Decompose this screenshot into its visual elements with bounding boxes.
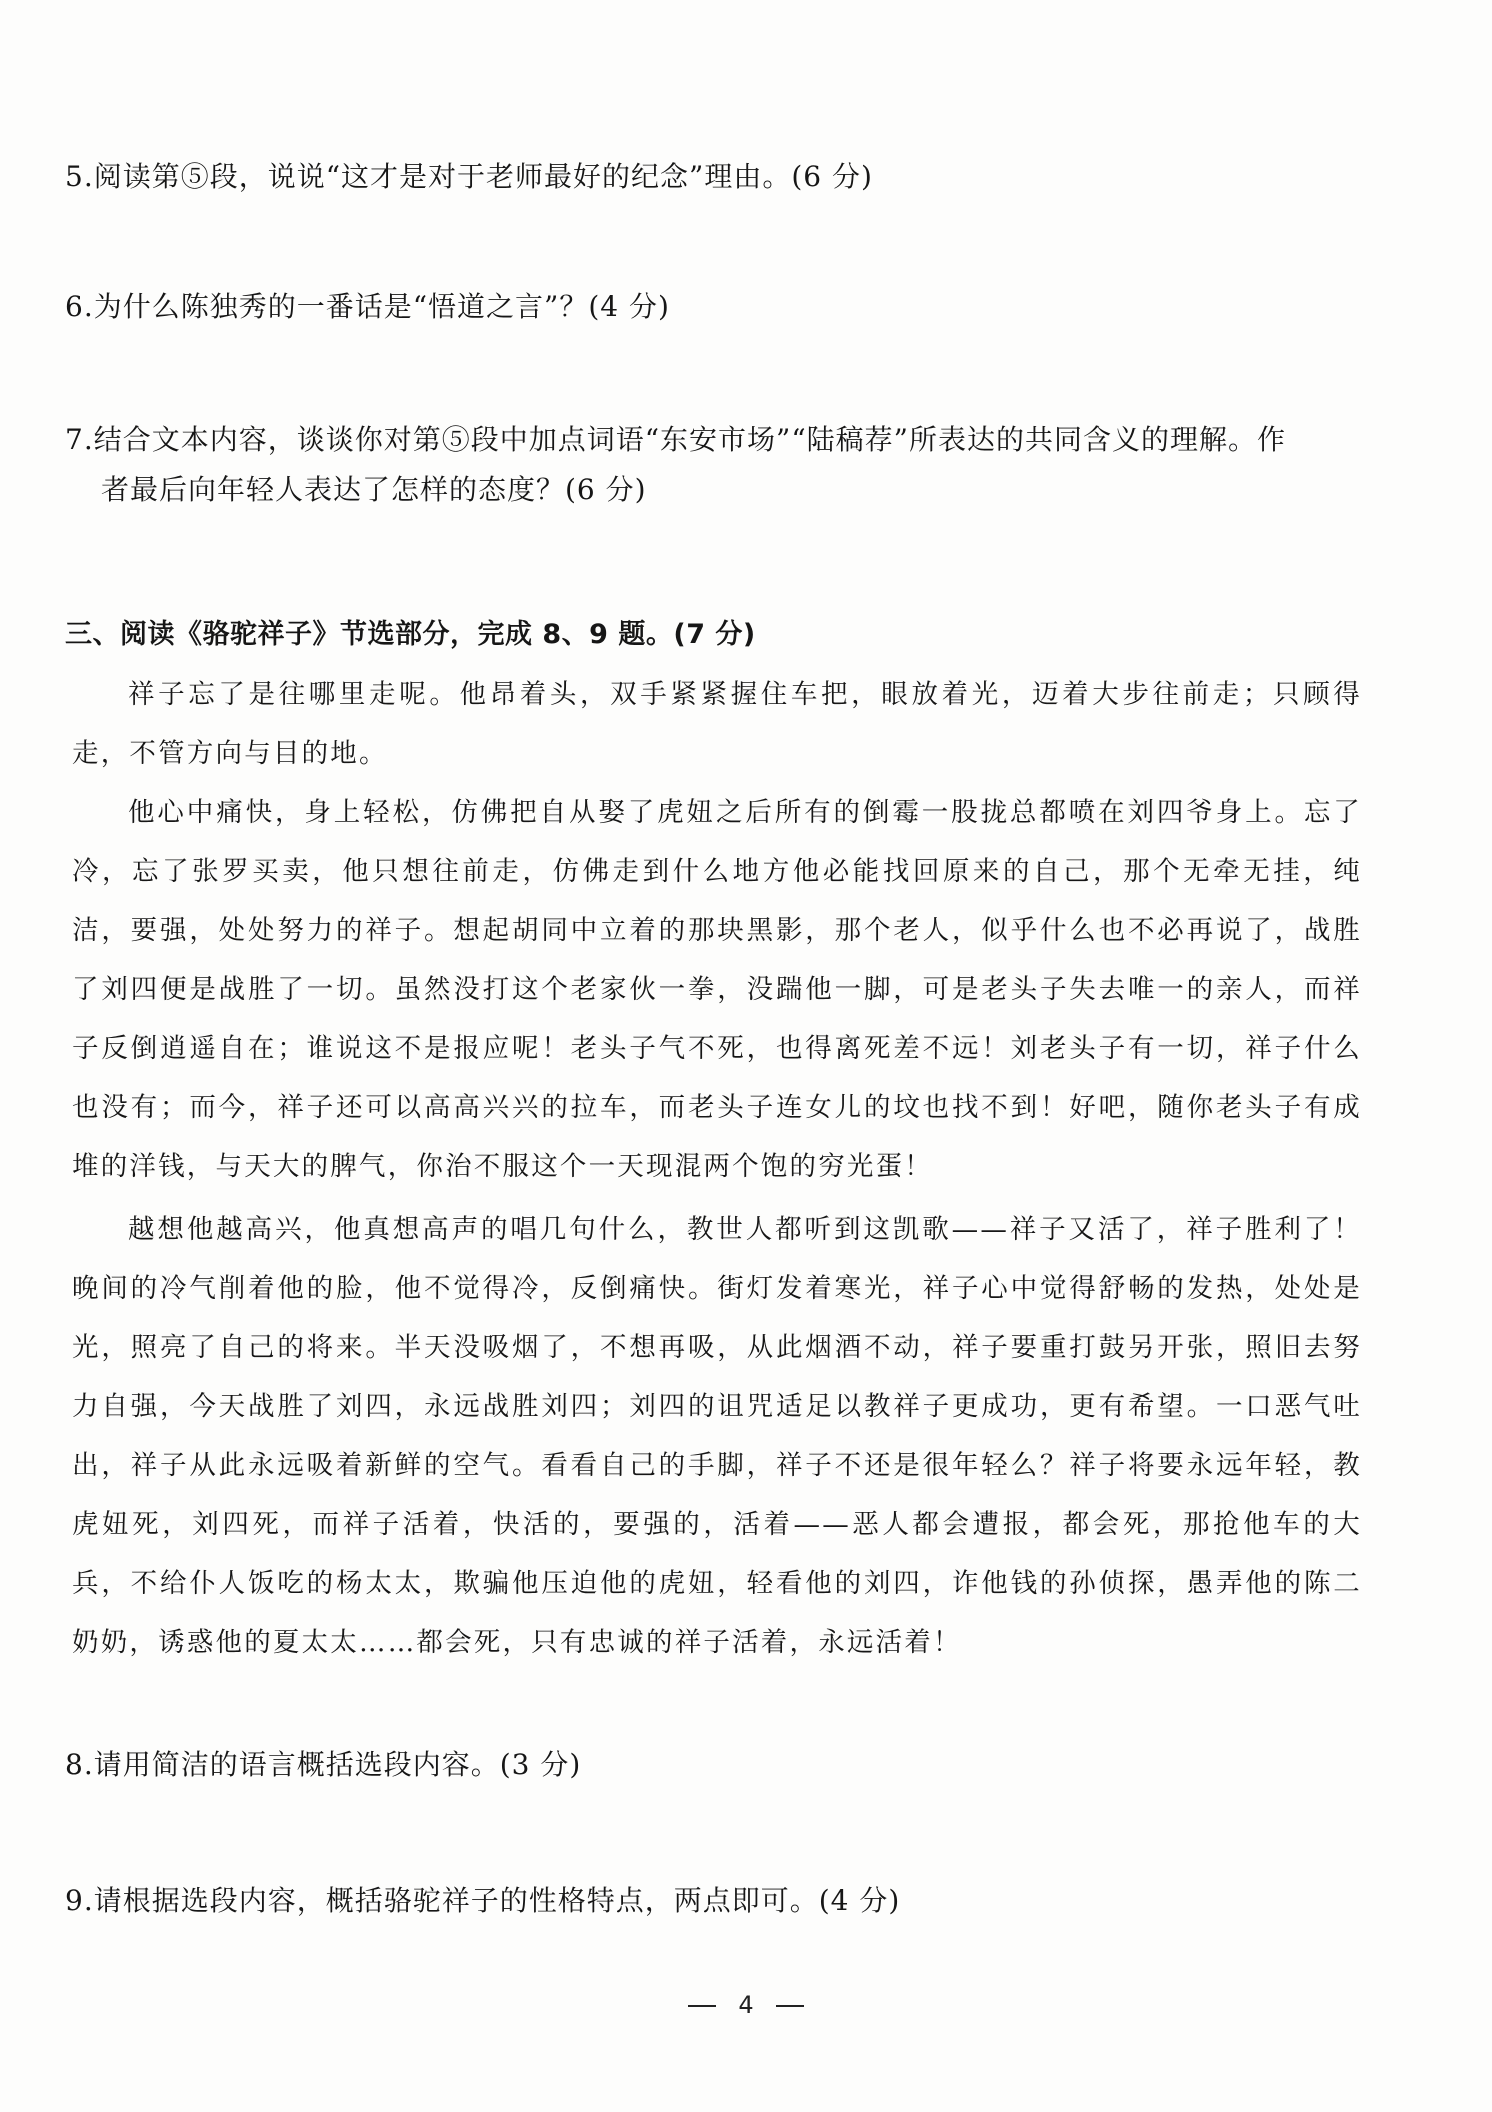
- left-dash: [688, 2005, 716, 2007]
- passage-paragraph-3: [72, 1200, 1362, 1672]
- question-7-line-2: 者最后向年轻人表达了怎样的态度？(6 分): [101, 473, 647, 506]
- page-number: 4: [738, 1991, 754, 2019]
- question-9: 9.请根据选段内容，概括骆驼祥子的性格特点，两点即可。(4 分): [65, 1884, 901, 1917]
- question-6: 6.为什么陈独秀的一番话是“悟道之言”？(4 分): [65, 290, 670, 323]
- question-7-line-1: 7.结合文本内容，谈谈你对第⑤段中加点词语“东安市场”“陆稿荐”所表达的共同含义的理解。作: [65, 423, 1286, 456]
- passage-paragraph-2-text: 他心中痛快，身上轻松，仿佛把自从娶了虎妞之后所有的倒霉一股拢总都喷在刘四爷身上。忘了冷，忘了张罗买卖，他只想往前走，仿佛走到什么地方他必能找回原来的自己，那个无牵无挂，纯洁，要强，处处努力的祥子。想起胡同中立着的那块黑影，那个老人，似乎什么也不必再说了，战胜了刘四便是战胜了一切。虽然没打这个老家伙一拳，没踹他一脚，可是老头子失去唯一的亲人，而祥子反倒逍遥自在；谁说这不是报应呢！老头子气不死，也得离死差不远！刘老头子有一切，祥子什么也没有；而今，祥子还可以高高兴兴的拉车，而老头子连女儿的坟也找不到！好吧，随你老头子有成堆的洋钱，与天大的脾气，你治不服这个一天现混两个饱的穷光蛋！: [72, 797, 1362, 1182]
- passage-paragraph-1: [72, 665, 1362, 783]
- question-5: 5.阅读第⑤段，说说“这才是对于老师最好的纪念”理由。(6 分): [65, 160, 873, 193]
- passage-paragraph-3-text: 越想他越高兴，他真想高声的唱几句什么，教世人都听到这凯歌——祥子又活了，祥子胜利了！晚间的冷气削着他的脸，他不觉得冷，反倒痛快。街灯发着寒光，祥子心中觉得舒畅的发热，处处是光，照亮了自己的将来。半天没吸烟了，不想再吸，从此烟酒不动，祥子要重打鼓另开张，照旧去努力自强，今天战胜了刘四，永远战胜刘四；刘四的诅咒适足以教祥子更成功，更有希望。一口恶气吐出，祥子从此永远吸着新鲜的空气。看看自己的手脚，祥子不还是很年轻么？祥子将要永远年轻，教虎妞死，刘四死，而祥子活着，快活的，要强的，活着——恶人都会遭报，都会死，那抢他车的大兵，不给仆人饭吃的杨太太，欺骗他压迫他的虎妞，轻看他的刘四，诈他钱的孙侦探，愚弄他的陈二奶奶，诱惑他的夏太太……都会死，只有忠诚的祥子活着，永远活着！: [72, 1214, 1362, 1658]
- passage-paragraph-1-text: 祥子忘了是往哪里走呢。他昂着头，双手紧紧握住车把，眼放着光，迈着大步往前走；只顾得走，不管方向与目的地。: [72, 679, 1362, 769]
- right-dash: [776, 2005, 804, 2007]
- question-8: 8.请用简洁的语言概括选段内容。(3 分): [65, 1748, 582, 1781]
- section-3-title: 三、阅读《骆驼祥子》节选部分，完成 8、9 题。(7 分): [65, 619, 756, 650]
- passage-paragraph-2: [72, 783, 1362, 1196]
- page-footer: [0, 1990, 1492, 2020]
- question-7: [65, 415, 1355, 515]
